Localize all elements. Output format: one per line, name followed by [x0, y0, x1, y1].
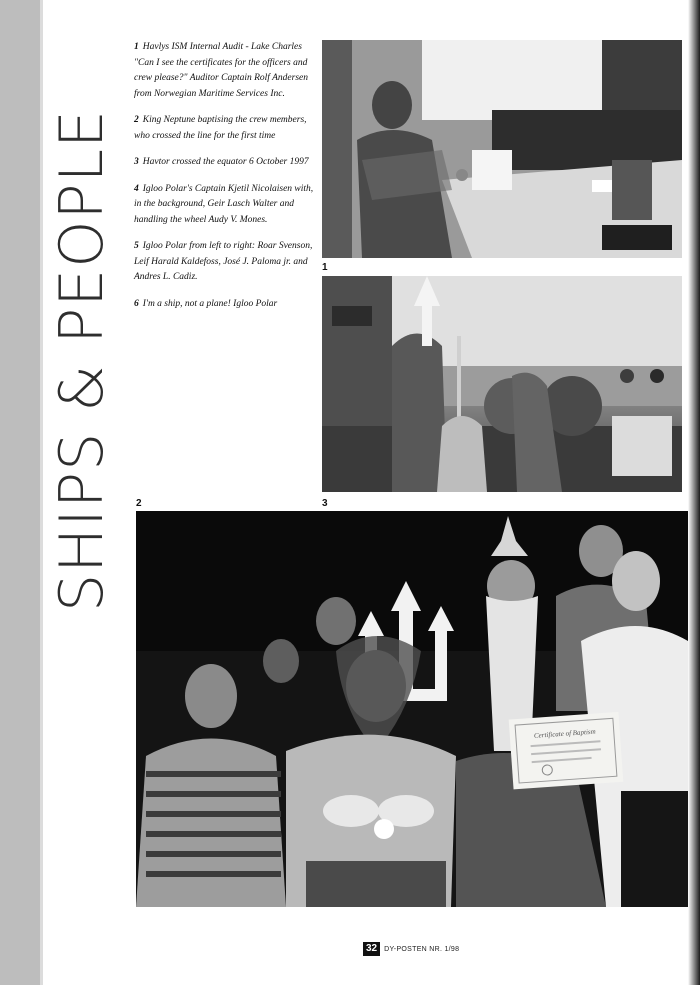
caption-6: 6 I'm a ship, not a plane! Igloo Polar	[134, 298, 278, 309]
caption-3: 3 Havtor crossed the equator 6 October 1997	[134, 157, 309, 167]
section-title: SHIPS & PEOPLE	[47, 109, 117, 612]
certificate-title: Certificate of Baptism	[533, 727, 596, 740]
photo-number-1: 1	[322, 262, 328, 273]
photo-number-3: 3	[322, 498, 328, 509]
photo-deck-baptism-image	[322, 276, 682, 492]
photo-audit-office-image	[322, 40, 682, 258]
page-number: 32	[363, 942, 380, 956]
caption-1: 1 Havlys ISM Internal Audit - Lake Charles "Can I see the certificates for the officers and crew please?" Auditor Captain Rolf Andersen from Norwegian Maritime Services Inc.	[134, 42, 309, 99]
photo-audit-office	[322, 40, 682, 258]
left-margin-band	[0, 0, 40, 985]
caption-4: 4 Igloo Polar's Captain Kjetil Nicolaisen with, in the background, Geir Lasch Walter and handling the wheel Audy V. Mones.	[134, 183, 314, 225]
caption-5: 5 Igloo Polar from left to right: Roar Svenson, Leif Harald Kaldefoss, José J. Paloma jr. and Andres L. Cadiz.	[134, 241, 313, 282]
page-footer	[363, 942, 459, 956]
photo-equator-party	[136, 511, 688, 907]
left-margin-edge	[40, 0, 43, 985]
photo-number-2: 2	[136, 498, 142, 509]
photo-deck-baptism	[322, 276, 682, 492]
caption-2: 2 King Neptune baptising the crew members, who crossed the line for the first time	[134, 115, 307, 141]
publication-name: DY-POSTEN NR. 1/98	[384, 945, 460, 953]
photo-equator-party-image	[136, 511, 688, 907]
page-binding-shadow	[688, 0, 700, 985]
captions-block	[134, 40, 314, 323]
